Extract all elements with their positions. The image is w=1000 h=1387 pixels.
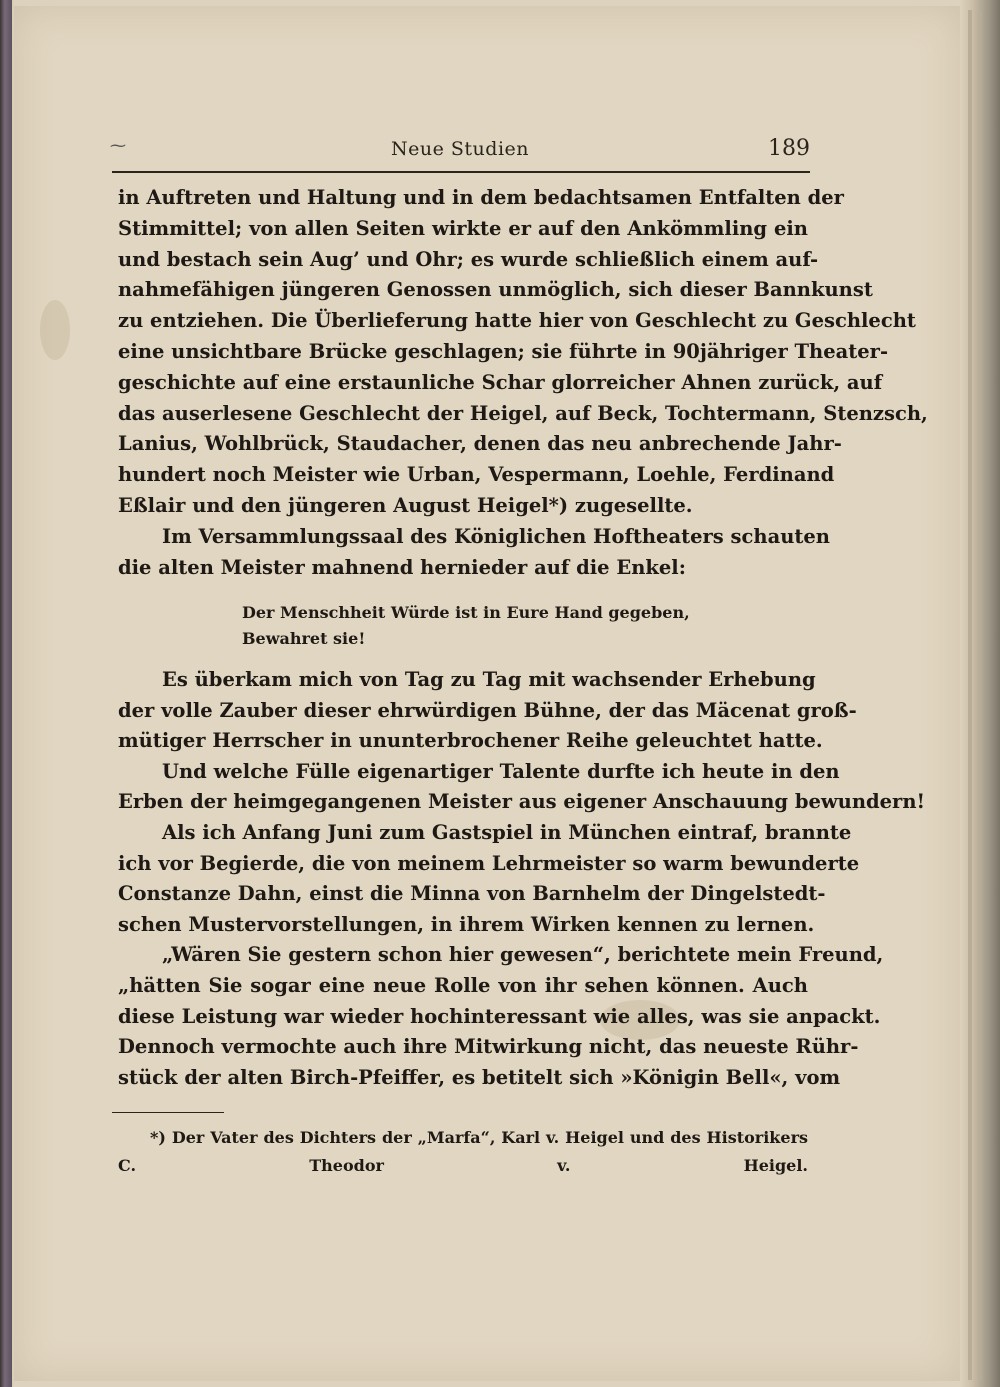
footnote (118, 1124, 808, 1180)
text-line: ich vor Begierde, die von meinem Lehrmeister so warm bewunderte (118, 851, 860, 875)
text-line: Dennoch vermochte auch ihre Mitwirkung nicht, das neueste Rühr- (118, 1035, 859, 1059)
header-rule (112, 171, 810, 173)
text-line: zu entziehen. Die Überlieferung hatte hier von Geschlecht zu Geschlecht (118, 309, 916, 333)
text-line: schen Mustervorstellungen, in ihrem Wirken kennen zu lernen. (118, 912, 815, 936)
page-number: 189 (768, 136, 810, 161)
text-line: Lanius, Wohlbrück, Staudacher, denen das neu anbrechende Jahr- (118, 432, 842, 456)
text-line: diese Leistung war wieder hochinteressant wie alles, was sie anpackt. (118, 1004, 881, 1028)
text-line: Im Versammlungssaal des Königlichen Hoftheaters schauten (162, 524, 830, 548)
verse-quotation (242, 600, 712, 652)
text-line: Stimmittel; von allen Seiten wirkte er auf den Ankömmling ein (118, 216, 808, 240)
text-line: und bestach sein Aug’ und Ohr; es wurde schließlich einem auf- (118, 247, 819, 271)
text-line: Als ich Anfang Juni zum Gastspiel in München eintraf, brannte (162, 820, 852, 844)
running-title: Neue Studien (391, 138, 529, 160)
text-line: die alten Meister mahnend hernieder auf die Enkel: (118, 555, 686, 579)
text-line: Constanze Dahn, einst die Minna von Barnhelm der Dingelstedt- (118, 882, 826, 906)
text-line: „hätten Sie sogar eine neue Rolle von ihr sehen können. Auch (118, 973, 808, 997)
text-line: hundert noch Meister wie Urban, Vespermann, Loehle, Ferdinand (118, 463, 835, 487)
text-line: „Wären Sie gestern schon hier gewesen“, berichtete mein Freund, (162, 943, 884, 967)
footnote-line: *) Der Vater des Dichters der „Marfa“, Karl v. Heigel und des Historikers (150, 1128, 808, 1147)
footnote-line: C. Theodor v. Heigel. (118, 1156, 808, 1175)
text-line: stück der alten Birch-Pfeiffer, es betitelt sich »Königin Bell«, vom (118, 1065, 841, 1089)
text-line: Es überkam mich von Tag zu Tag mit wachsender Erhebung (162, 668, 816, 691)
text-line: Und welche Fülle eigenartiger Talente durfte ich heute in den (162, 759, 840, 783)
body-text-bottom (118, 665, 926, 1093)
quote-line: Bewahret sie! (242, 629, 366, 648)
footnote-rule (112, 1112, 224, 1113)
body-text-top (118, 183, 928, 583)
text-line: nahmefähigen jüngeren Genossen unmöglich, sich dieser Bannkunst (118, 278, 873, 302)
quote-line: Der Menschheit Würde ist in Eure Hand gegeben, (242, 603, 690, 622)
page-edge (978, 10, 982, 1380)
paper-stain (40, 300, 70, 360)
book-spine (0, 0, 12, 1387)
text-line: der volle Zauber dieser ehrwürdigen Bühne, der das Mäcenat groß- (118, 698, 857, 722)
text-line: in Auftreten und Haltung und in dem bedachtsamen Entfalten der (118, 186, 844, 209)
text-line: Eßlair und den jüngeren August Heigel*) zugesellte. (118, 493, 693, 517)
text-line: Erben der heimgegangenen Meister aus eigener Anschauung bewundern! (118, 790, 926, 814)
page-edge (968, 10, 972, 1380)
text-line: geschichte auf eine erstaunliche Schar glorreicher Ahnen zurück, auf (118, 370, 883, 394)
header-mark: ⁓ (110, 136, 126, 155)
text-line: das auserlesene Geschlecht der Heigel, auf Beck, Tochtermann, Stenzsch, (118, 401, 928, 425)
text-line: mütiger Herrscher in ununterbrochener Reihe geleuchtet hatte. (118, 729, 823, 753)
running-head (110, 136, 810, 168)
text-line: eine unsichtbare Brücke geschlagen; sie führte in 90jähriger Theater- (118, 339, 889, 363)
